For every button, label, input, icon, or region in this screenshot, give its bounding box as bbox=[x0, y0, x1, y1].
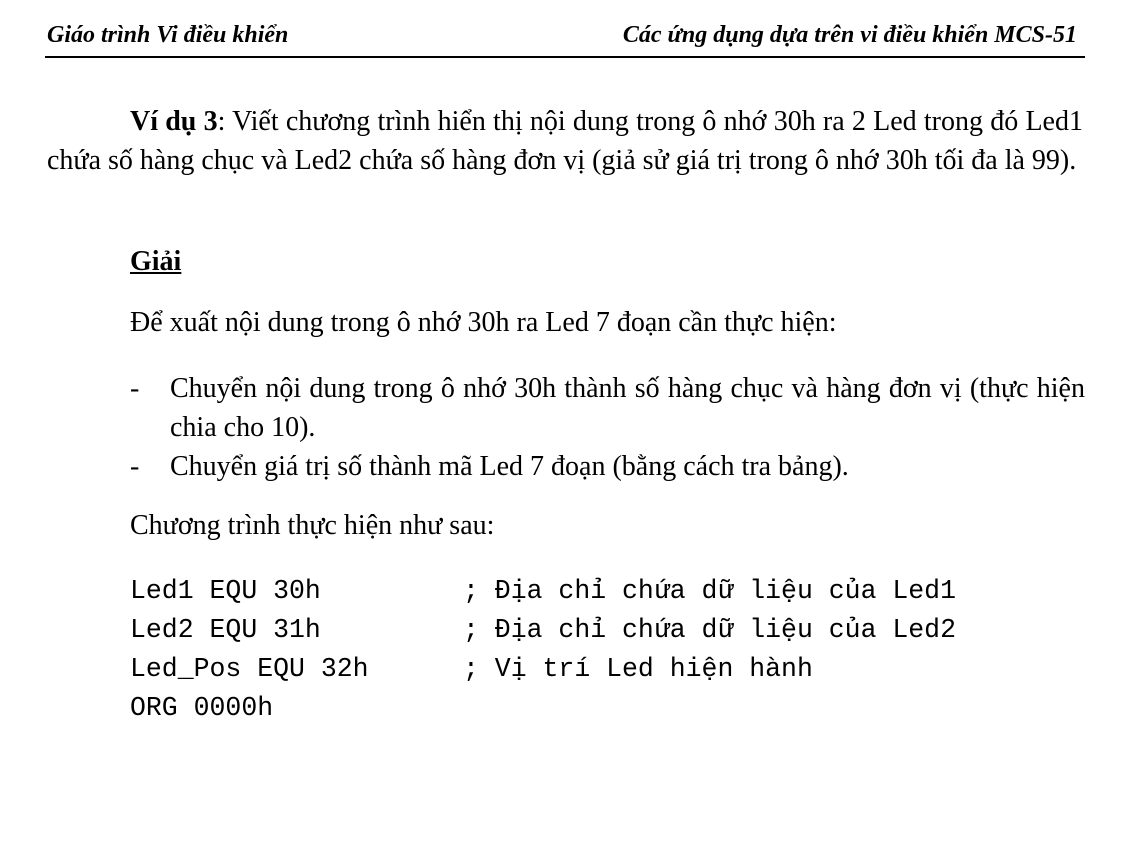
code-line bbox=[130, 689, 274, 728]
code-instruction: Led1 EQU 30h bbox=[130, 576, 321, 606]
example-label: Ví dụ 3 bbox=[130, 106, 218, 137]
code-comment: ; Vị trí Led hiện hành bbox=[463, 654, 813, 684]
step-text: Chuyển nội dung trong ô nhớ 30h thành số hàng chục và hàng đơn vị (thực hiện chia cho 10). bbox=[170, 373, 1085, 443]
steps-list bbox=[130, 369, 1085, 486]
program-intro: Chương trình thực hiện như sau: bbox=[130, 510, 495, 541]
header-right-title: Các ứng dụng dựa trên vi điều khiển MCS-51 bbox=[622, 22, 1077, 48]
solution-intro: Để xuất nội dung trong ô nhớ 30h ra Led 7 đoạn cần thực hiện: bbox=[130, 307, 837, 338]
page-header bbox=[45, 18, 1085, 58]
solution-heading: Giải bbox=[130, 246, 182, 277]
bullet-dash: - bbox=[130, 451, 140, 482]
code-comment: ; Địa chỉ chứa dữ liệu của Led2 bbox=[463, 615, 956, 645]
code-line bbox=[130, 650, 813, 689]
code-block bbox=[130, 572, 956, 728]
code-instruction: Led2 EQU 31h bbox=[130, 615, 321, 645]
code-line bbox=[130, 611, 956, 650]
header-left-title: Giáo trình Vi điều khiển bbox=[47, 22, 289, 48]
code-instruction: ORG 0000h bbox=[130, 693, 274, 723]
list-item bbox=[130, 447, 1085, 486]
step-text: Chuyển giá trị số thành mã Led 7 đoạn (bằng cách tra bảng). bbox=[170, 451, 849, 482]
code-comment: ; Địa chỉ chứa dữ liệu của Led1 bbox=[463, 576, 956, 606]
example-paragraph bbox=[47, 102, 1083, 180]
bullet-dash: - bbox=[130, 373, 140, 404]
example-text: : Viết chương trình hiển thị nội dung trong ô nhớ 30h ra 2 Led trong đó Led1 chứa số hàng chục và Led2 chứa số hàng đơn vị (giả sử giá trị trong ô nhớ 30h tối đa là 99). bbox=[47, 106, 1083, 176]
code-instruction: Led_Pos EQU 32h bbox=[130, 654, 369, 684]
code-line bbox=[130, 572, 956, 611]
list-item bbox=[130, 369, 1085, 447]
